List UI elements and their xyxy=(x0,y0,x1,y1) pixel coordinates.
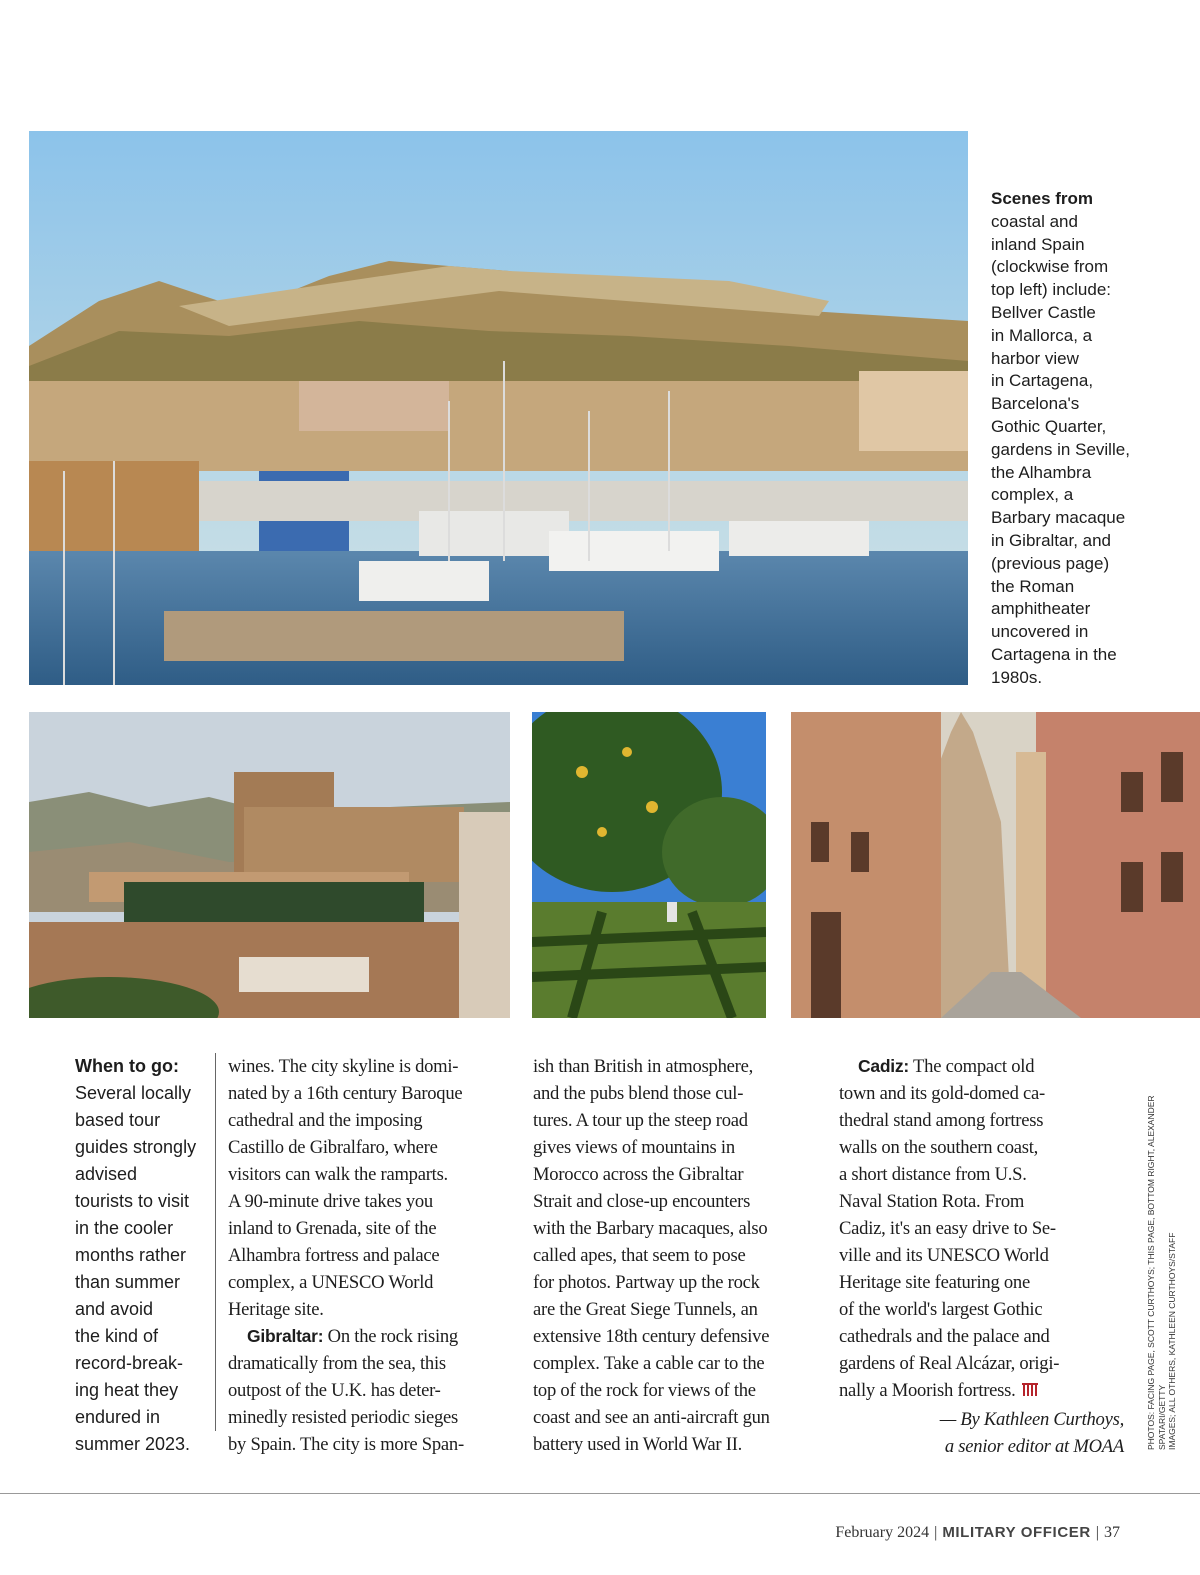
sidebar-line: the kind of xyxy=(75,1326,159,1346)
body-line: with the Barbary macaques, also xyxy=(533,1218,768,1239)
body-line: cathedrals and the palace and xyxy=(839,1326,1050,1347)
caption-lead: Scenes from xyxy=(991,189,1094,208)
sidebar-line: and avoid xyxy=(75,1299,154,1319)
body-line: called apes, that seem to pose xyxy=(533,1245,746,1266)
alhambra-photo xyxy=(29,712,510,1018)
caption-line: uncovered in xyxy=(991,622,1089,642)
body-line: outpost of the U.K. has deter- xyxy=(228,1380,441,1401)
caption-line: inland Spain xyxy=(991,234,1085,254)
photo-credit-line: PHOTOS: FACING PAGE, SCOTT CURTHOYS; THIS PAGE, BOTTOM RIGHT, ALEXANDER SPATARI/GETTY xyxy=(1146,1095,1167,1450)
footer-rule xyxy=(0,1493,1200,1494)
body-line: visitors can walk the ramparts. xyxy=(228,1164,448,1185)
caption-line: in Mallorca, a xyxy=(991,325,1093,345)
body-column-3 xyxy=(839,1053,1124,1460)
caption-line: (clockwise from xyxy=(991,257,1109,277)
body-line: and the pubs blend those cul- xyxy=(533,1083,744,1104)
garden-photo xyxy=(532,712,766,1018)
body-line: cathedral and the imposing xyxy=(228,1110,423,1131)
body-line: coast and see an anti-aircraft gun xyxy=(533,1407,770,1428)
magazine-name: MILITARY OFFICER xyxy=(942,1524,1091,1541)
photo-credit xyxy=(1146,1050,1178,1450)
body-line: Castillo de Gibralfaro, where xyxy=(228,1137,438,1158)
body-column-2 xyxy=(533,1053,823,1458)
caption-line: (previous page) xyxy=(991,553,1110,573)
issue-date: February 2024 xyxy=(835,1524,930,1541)
caption-line: top left) include: xyxy=(991,280,1112,300)
caption-line: gardens in Seville, xyxy=(991,439,1130,459)
sidebar-line: record-break- xyxy=(75,1353,184,1373)
body-line: Alhambra fortress and palace xyxy=(228,1245,440,1266)
body-line: of the world's largest Gothic xyxy=(839,1299,1043,1320)
body-line: ish than British in atmosphere, xyxy=(533,1056,753,1077)
end-mark-icon xyxy=(1022,1379,1038,1406)
body-column-1 xyxy=(228,1053,518,1458)
caption-line: Cartagena in the xyxy=(991,644,1117,664)
cadiz-heading: Cadiz: xyxy=(858,1056,909,1076)
body-line: wines. The city skyline is domi- xyxy=(228,1056,459,1077)
page-footer: February 2024 | MILITARY OFFICER | 37 xyxy=(835,1524,1120,1541)
body-line-last xyxy=(839,1377,1124,1406)
caption-line: 1980s. xyxy=(991,667,1043,687)
gibraltar-paragraph-start xyxy=(228,1323,518,1350)
sidebar-heading: When to go: xyxy=(75,1056,179,1076)
page-number: 37 xyxy=(1104,1524,1120,1541)
harbor-photo xyxy=(29,131,968,685)
sidebar-line: ing heat they xyxy=(75,1380,179,1400)
body-line: a short distance from U.S. xyxy=(839,1164,1027,1185)
caption-line: Bellver Castle xyxy=(991,302,1096,322)
body-line: are the Great Siege Tunnels, an xyxy=(533,1299,758,1320)
body-line: A 90-minute drive takes you xyxy=(228,1191,433,1212)
byline: — By Kathleen Curthoys, xyxy=(939,1409,1124,1430)
caption-line: the Roman xyxy=(991,576,1075,596)
body-line: Naval Station Rota. From xyxy=(839,1191,1025,1212)
sidebar-line: months rather xyxy=(75,1245,187,1265)
body-line: by Spain. The city is more Span- xyxy=(228,1434,464,1455)
body-text: nally a Moorish fortress. xyxy=(839,1380,1016,1401)
sidebar-line: than summer xyxy=(75,1272,181,1292)
body-line: nated by a 16th century Baroque xyxy=(228,1083,463,1104)
body-line: complex. Take a cable car to the xyxy=(533,1353,765,1374)
body-line: inland to Grenada, site of the xyxy=(228,1218,437,1239)
caption-line: amphitheater xyxy=(991,599,1091,619)
sidebar-line: endured in xyxy=(75,1407,161,1427)
body-text: The compact old xyxy=(909,1056,1035,1077)
sidebar-line: tourists to visit xyxy=(75,1191,190,1211)
caption-line: in Gibraltar, and xyxy=(991,530,1112,550)
sidebar-line: Several locally xyxy=(75,1083,192,1103)
body-line: ville and its UNESCO World xyxy=(839,1245,1049,1266)
body-line: battery used in World War II. xyxy=(533,1434,743,1455)
body-line: gives views of mountains in xyxy=(533,1137,735,1158)
body-line: thedral stand among fortress xyxy=(839,1110,1044,1131)
gothic-quarter-photo xyxy=(791,712,1200,1018)
body-line: gardens of Real Alcázar, origi- xyxy=(839,1353,1060,1374)
body-line: extensive 18th century defensive xyxy=(533,1326,770,1347)
body-line: minedly resisted periodic sieges xyxy=(228,1407,459,1428)
body-line: Heritage site. xyxy=(228,1299,324,1320)
body-line: walls on the southern coast, xyxy=(839,1137,1039,1158)
sidebar-line: in the cooler xyxy=(75,1218,174,1238)
sidebar-line: based tour xyxy=(75,1110,161,1130)
when-to-go-sidebar xyxy=(75,1053,211,1458)
photo-credit-line: IMAGES; ALL OTHERS, KATHLEEN CURTHOYS/STAFF xyxy=(1167,1232,1177,1450)
sidebar-line: summer 2023. xyxy=(75,1434,191,1454)
caption-line: Barcelona's xyxy=(991,394,1080,414)
sidebar-divider xyxy=(215,1053,216,1431)
body-line: dramatically from the sea, this xyxy=(228,1353,446,1374)
body-line: town and its gold-domed ca- xyxy=(839,1083,1045,1104)
caption-line: in Cartagena, xyxy=(991,371,1094,391)
sidebar-line: advised xyxy=(75,1164,138,1184)
body-line: for photos. Partway up the rock xyxy=(533,1272,760,1293)
caption-line: Barbary macaque xyxy=(991,508,1126,528)
body-line: tures. A tour up the steep road xyxy=(533,1110,748,1131)
body-line: Heritage site featuring one xyxy=(839,1272,1030,1293)
caption-line: the Alhambra xyxy=(991,462,1092,482)
caption-line: Gothic Quarter, xyxy=(991,416,1107,436)
body-line: Strait and close-up encounters xyxy=(533,1191,751,1212)
body-line: Cadiz, it's an easy drive to Se- xyxy=(839,1218,1056,1239)
body-line: top of the rock for views of the xyxy=(533,1380,756,1401)
gibraltar-heading: Gibraltar: xyxy=(247,1326,324,1346)
caption-line: complex, a xyxy=(991,485,1074,505)
cadiz-paragraph-start xyxy=(839,1053,1124,1080)
caption-line: coastal and xyxy=(991,211,1078,231)
photo-caption xyxy=(991,188,1141,690)
body-line: Morocco across the Gibraltar xyxy=(533,1164,744,1185)
body-text: On the rock rising xyxy=(323,1326,458,1347)
body-line: complex, a UNESCO World xyxy=(228,1272,434,1293)
sidebar-line: guides strongly xyxy=(75,1137,197,1157)
caption-line: harbor view xyxy=(991,348,1079,368)
byline-title: a senior editor at MOAA xyxy=(944,1436,1124,1457)
